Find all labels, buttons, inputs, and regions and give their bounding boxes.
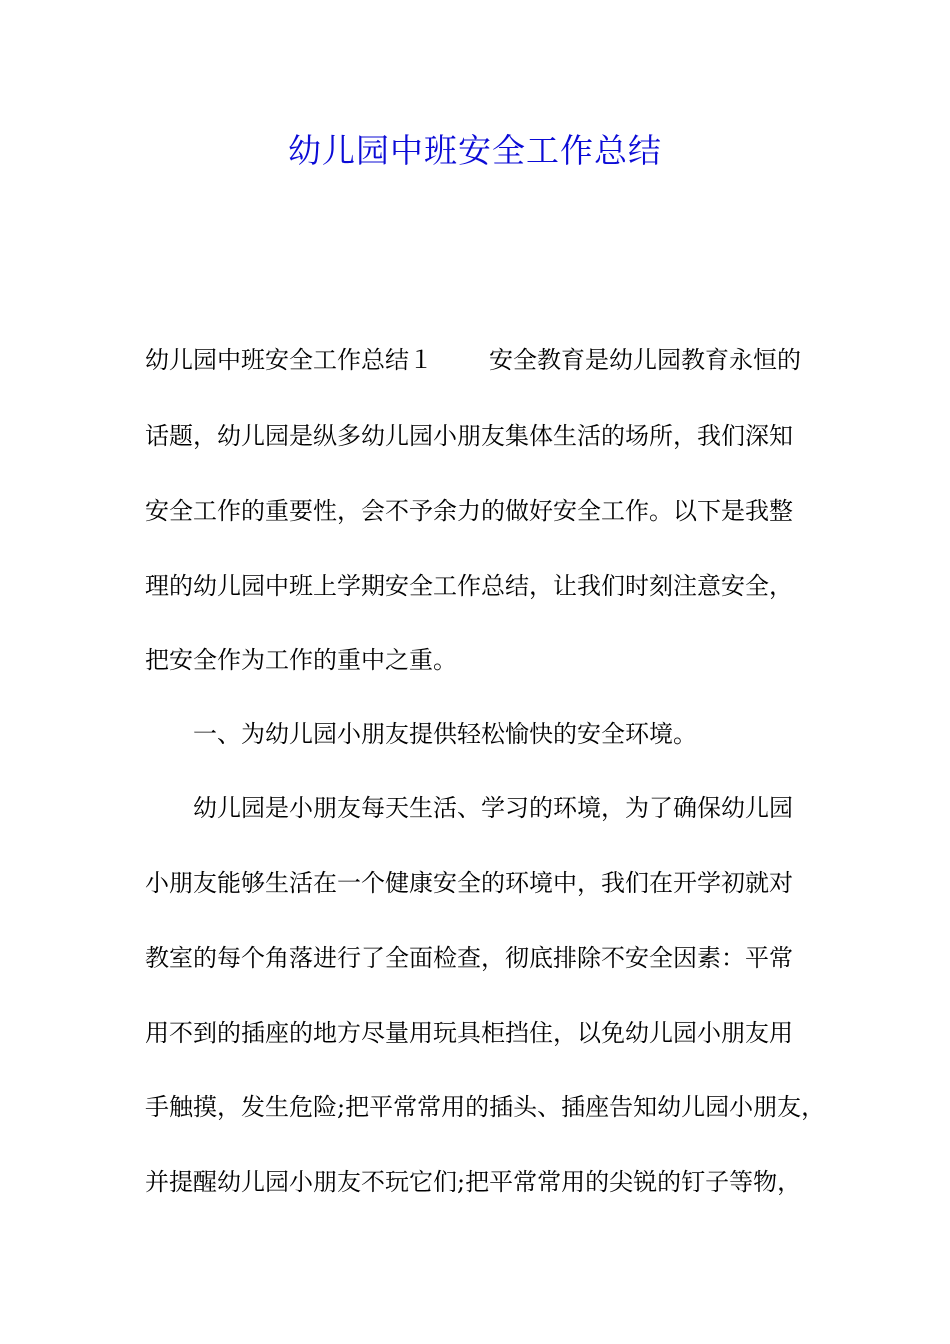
document-title: 幼儿园中班安全工作总结 [288,131,662,170]
paragraph-line: 并提醒幼儿园小朋友不玩它们;把平常常用的尖锐的钉子等物， [145,1168,802,1196]
paragraph-line: 教室的每个角落进行了全面检查，彻底排除不安全因素：平常 [145,944,793,972]
paragraph-line [145,342,801,378]
paragraph-line: 幼儿园是小朋友每天生活、学习的环境，为了确保幼儿园 [193,794,793,822]
paragraph-line: 安全工作的重要性，会不予余力的做好安全工作。以下是我整 [145,497,793,525]
paragraph-text: 安全教育是幼儿园教育永恒的 [489,346,801,374]
section-heading: 幼儿园中班安全工作总结１ [145,346,433,374]
paragraph-line: 小朋友能够生活在一个健康安全的环境中，我们在开学初就对 [145,869,793,897]
paragraph-line: 用不到的插座的地方尽量用玩具柜挡住，以免幼儿园小朋友用 [145,1019,793,1047]
paragraph-line: 理的幼儿园中班上学期安全工作总结，让我们时刻注意安全， [145,572,793,600]
paragraph-line: 把安全作为工作的重中之重。 [145,646,457,674]
paragraph-line: 话题，幼儿园是纵多幼儿园小朋友集体生活的场所，我们深知 [145,422,793,450]
paragraph-line: 手触摸，发生危险;把平常常用的插头、插座告知幼儿园小朋友， [145,1093,826,1121]
section-subheading: 一、为幼儿园小朋友提供轻松愉快的安全环境。 [193,720,697,748]
